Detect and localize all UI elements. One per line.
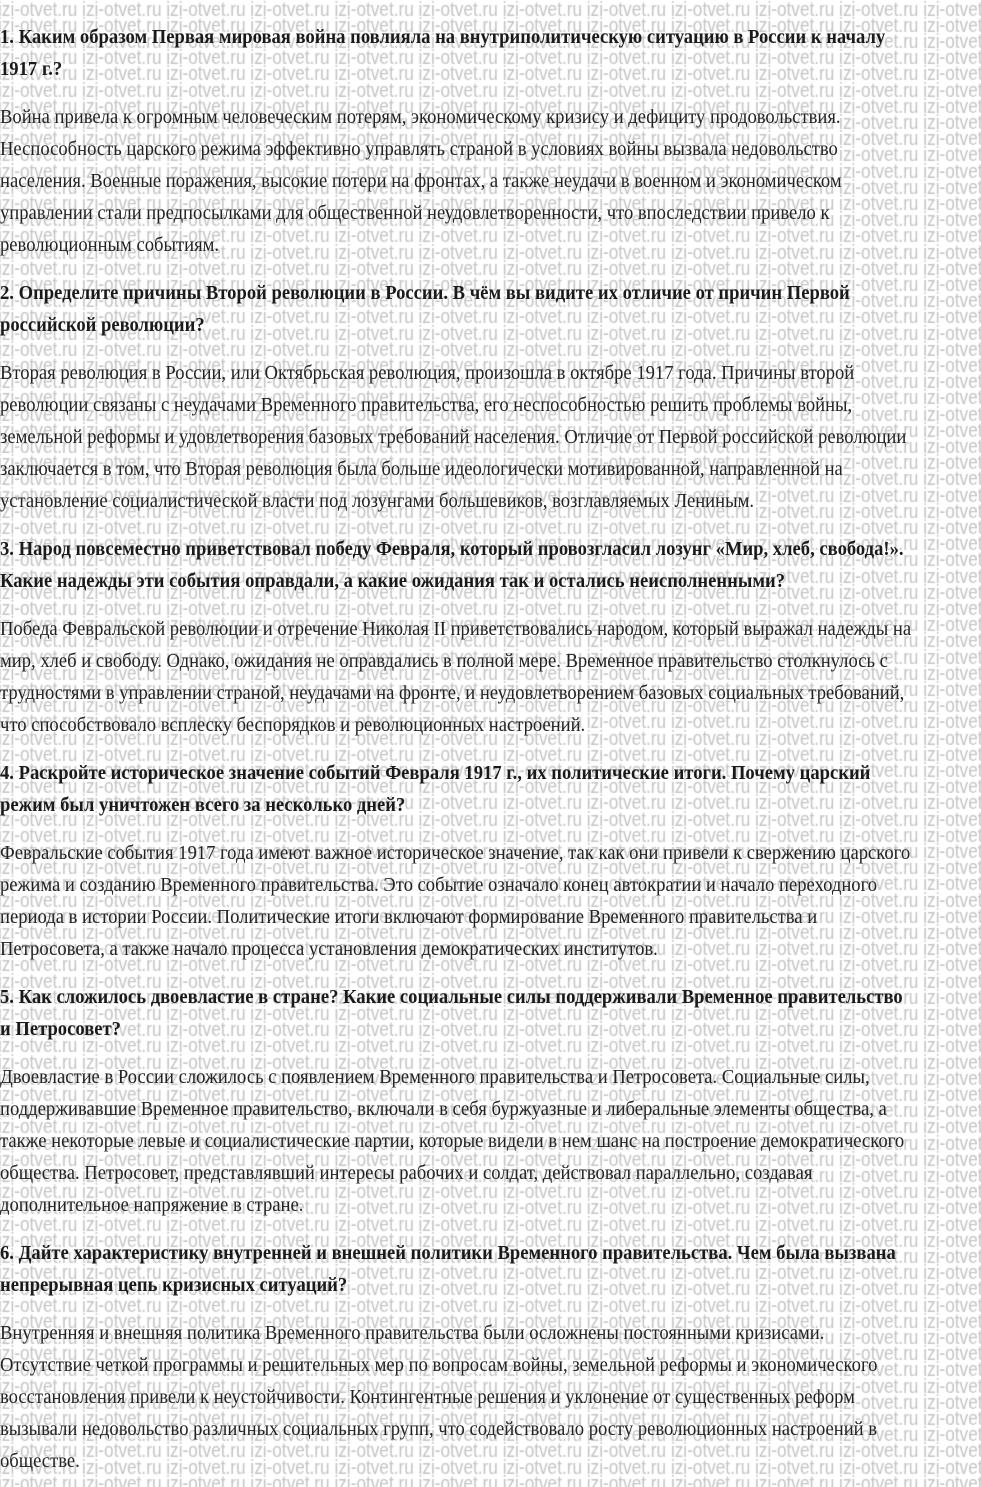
answer-paragraph bbox=[0, 1317, 981, 1477]
answer-line: революционным событиям. bbox=[0, 234, 220, 256]
answer-line: что способствовало всплеску беспорядков и революционных настроений. bbox=[0, 714, 586, 736]
question-heading bbox=[0, 21, 981, 85]
answer-line: Неспособность царского режима эффективно управлять страной в условиях войны вызвала недовольство bbox=[0, 138, 838, 160]
answer-line: заключается в том, что Вторая революция была больше идеологически мотивированной, направленной на bbox=[0, 458, 843, 480]
answer-line: Отсутствие четкой программы и решительных мер по вопросам войны, земельной реформы и экономического bbox=[0, 1354, 878, 1376]
question-line: 4. Раскройте историческое значение событий Февраля 1917 г., их политические итоги. Почему царский bbox=[0, 762, 871, 784]
answer-line: восстановления привели к неустойчивости. Контингентные решения и уклонение от существенных реформ bbox=[0, 1386, 855, 1408]
question-heading bbox=[0, 533, 981, 597]
answer-line: также некоторые левые и социалистические партии, которые видели в нем шанс на построение демократического bbox=[0, 1130, 905, 1152]
answer-line: мир, хлеб и свободу. Однако, ожидания не оправдались в полной мере. Временное правительство столкнулось с bbox=[0, 650, 888, 672]
answer-line: трудностями в управлении страной, неудачами на фронте, и неудовлетворением базовых социальных требований, bbox=[0, 682, 905, 704]
answer-line: земельной реформы и удовлетворения базовых требований населения. Отличие от Первой российской революции bbox=[0, 426, 907, 448]
question-line: режим был уничтожен всего за несколько дней? bbox=[0, 794, 406, 816]
answer-line: Февральские события 1917 года имеют важное историческое значение, так как они привели к свержению царского bbox=[0, 842, 911, 864]
question-line: российской революции? bbox=[0, 314, 205, 336]
question-line: и Петросовет? bbox=[0, 1018, 121, 1040]
answer-line: обществе. bbox=[0, 1450, 80, 1472]
question-line: 5. Как сложилось двоевластие в стране? Какие социальные силы поддерживали Временное правительство bbox=[0, 986, 903, 1008]
answer-line: поддерживавшие Временное правительство, включали в себя буржуазные и либеральные элементы общества, а bbox=[0, 1098, 887, 1120]
question-heading bbox=[0, 1237, 981, 1301]
answer-line: Петросовета, а также начало процесса установления демократических институтов. bbox=[0, 938, 658, 960]
answer-line: режима и созданию Временного правительства. Это событие означало конец автократии и начало переходного bbox=[0, 874, 878, 896]
question-heading bbox=[0, 277, 981, 341]
answer-line: дополнительное напряжение в стране. bbox=[0, 1194, 304, 1216]
answer-line: Вторая революция в России, или Октябрьская революция, произошла в октябре 1917 года. Причины второй bbox=[0, 362, 855, 384]
question-line: 3. Народ повсеместно приветствовал победу Февраля, который провозгласил лозунг «Мир, хлеб, свобода!». bbox=[0, 538, 904, 560]
answer-line: Победа Февральской революции и отречение Николая II приветствовались народом, который выражал надежды на bbox=[0, 618, 912, 640]
answer-line: вызывали недовольство различных социальных групп, что содействовало росту революционных настроений в bbox=[0, 1418, 878, 1440]
question-heading bbox=[0, 757, 981, 821]
answer-line: революции связаны с неудачами Временного правительства, его неспособностью решить проблемы войны, bbox=[0, 394, 853, 416]
answer-line: Война привела к огромным человеческим потерям, экономическому кризису и дефициту продовольствия. bbox=[0, 106, 841, 128]
question-line: непрерывная цепь кризисных ситуаций? bbox=[0, 1274, 348, 1296]
answer-paragraph bbox=[0, 1061, 981, 1221]
question-heading bbox=[0, 981, 981, 1045]
question-line: 6. Дайте характеристику внутренней и внешней политики Временного правительства. Чем была вызвана bbox=[0, 1242, 896, 1264]
answer-line: периода в истории России. Политические итоги включают формирование Временного правительства и bbox=[0, 906, 818, 928]
answer-line: Внутренняя и внешняя политика Временного правительства были осложнены постоянными кризисами. bbox=[0, 1322, 825, 1344]
answer-paragraph bbox=[0, 613, 981, 741]
answer-line: установление социалистической власти под лозунгами большевиков, возглавляемых Лениным. bbox=[0, 490, 755, 512]
answer-line: общества. Петросовет, представлявший интересы рабочих и солдат, действовал параллельно, создавая bbox=[0, 1162, 813, 1184]
answer-paragraph bbox=[0, 101, 981, 261]
question-line: 2. Определите причины Второй революции в России. В чём вы видите их отличие от причин Первой bbox=[0, 282, 850, 304]
answer-line: населения. Военные поражения, высокие потери на фронтах, а также неудачи в военном и экономическом bbox=[0, 170, 842, 192]
answer-line: Двоевластие в России сложилось с появлением Временного правительства и Петросовета. Социальные силы, bbox=[0, 1066, 870, 1088]
question-line: Какие надежды эти события оправдали, а какие ожидания так и остались неисполненными? bbox=[0, 570, 786, 592]
question-line: 1. Каким образом Первая мировая война повлияла на внутриполитическую ситуацию в России к началу bbox=[0, 26, 886, 48]
answer-paragraph bbox=[0, 837, 981, 965]
answer-paragraph bbox=[0, 357, 981, 517]
answer-line: управлении стали предпосылками для общественной неудовлетворенности, что впоследствии привело к bbox=[0, 202, 830, 224]
question-line: 1917 г.? bbox=[0, 58, 63, 80]
